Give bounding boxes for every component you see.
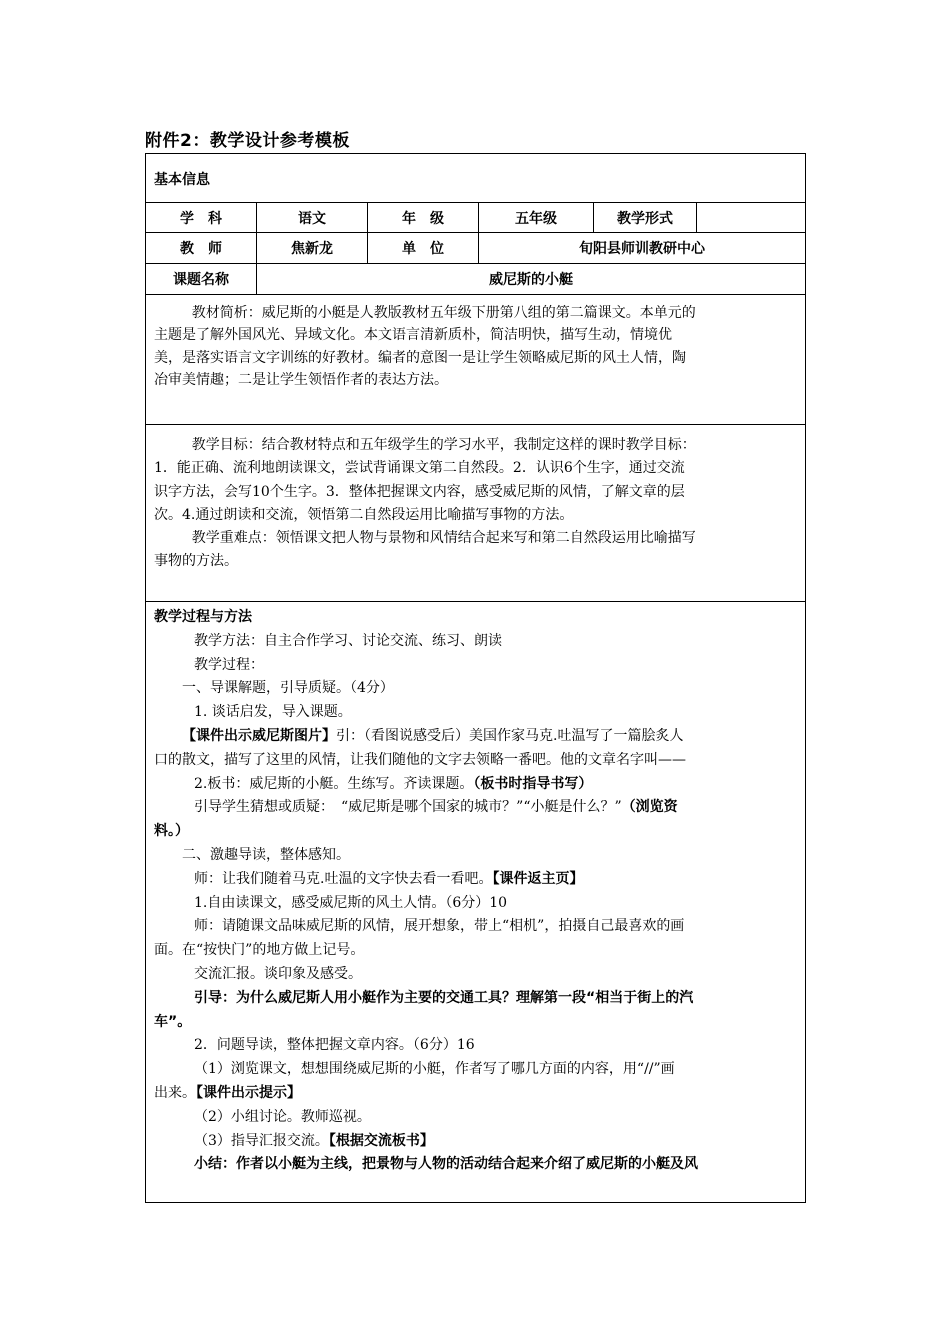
lesson-plan-table <box>145 153 806 1203</box>
teacher-row <box>145 232 806 264</box>
basic-info-heading: 基本信息 <box>154 172 210 188</box>
goals-line: 次。4.通过朗读和交流，领悟第二自然段运用比喻描写事物的方法。 <box>154 506 574 523</box>
lesson-label: 课题名称 <box>146 264 257 294</box>
intro-line: 主题是了解外国风光、异域文化。本文语言清新质朴，简洁明快，描写生动，情境优 <box>154 327 672 344</box>
process-line: 小结：作者以小艇为主线，把景物与人物的活动结合起来介绍了威尼斯的小艇及风 <box>194 1156 698 1173</box>
process-line: 教学过程： <box>194 656 264 673</box>
process-line: 师：让我们随着马克.吐温的文字快去看一看吧。【课件返主页】 <box>194 870 584 887</box>
grade-label: 年 级 <box>368 203 479 232</box>
goals-line: 事物的方法。 <box>154 553 238 570</box>
process-line: 引导：为什么威尼斯人用小艇作为主要的交通工具？理解第一段“相当于街上的汽 <box>194 989 694 1006</box>
process-line: （2）小组讨论。教师巡视。 <box>194 1108 371 1125</box>
subject-row <box>145 202 806 233</box>
process-line: 交流汇报。谈印象及感受。 <box>194 965 362 982</box>
courseware-note: 【课件返主页】 <box>492 870 584 887</box>
intro-line: 冶审美情趣；二是让学生领悟作者的表达方法。 <box>154 371 448 388</box>
unit-value: 旬阳县师训教研中心 <box>579 241 705 257</box>
process-line: 料。） <box>154 823 189 840</box>
process-line: 引导学生猜想或质疑： “威尼斯是哪个国家的城市？”“小艇是什么？”（浏览资 <box>194 799 678 816</box>
goals-line: 识字方法，会写10个生字。3．整体把握课文内容，感受威尼斯的风情，了解文章的层 <box>154 483 685 500</box>
subject-value: 语文 <box>257 203 368 232</box>
goals-line: 教学目标：结合教材特点和五年级学生的学习水平，我制定这样的课时教学目标： <box>191 437 696 453</box>
basic-info-row <box>145 153 806 203</box>
process-line: 二、激趣导读，整体感知。 <box>182 846 350 863</box>
goals-line: 1．能正确、流利地朗读课文，尝试背诵课文第二自然段。2．认识6个生字，通过交流 <box>154 460 685 477</box>
process-heading: 教学过程与方法 <box>154 609 252 625</box>
board-note: （板书时指导书写） <box>473 775 593 792</box>
process-line: 教学方法：自主合作学习、讨论交流、练习、朗读 <box>194 632 502 649</box>
teaching-process-section <box>145 601 806 1203</box>
courseware-note: 【课件出示提示】 <box>196 1084 301 1101</box>
form-value <box>697 203 805 232</box>
process-line: 2.板书：威尼斯的小艇。生练写。齐读课题。（板书时指导书写） <box>194 775 593 792</box>
process-line: 一、导课解题，引导质疑。（4分） <box>182 680 394 697</box>
teacher-label: 教 师 <box>146 233 257 263</box>
teacher-value: 焦新龙 <box>257 233 368 263</box>
document-title: 附件2：教学设计参考模板 <box>145 131 350 151</box>
intro-line: 教材简析：威尼斯的小艇是人教版教材五年级下册第八组的第二篇课文。本单元的 <box>191 305 696 321</box>
process-line: 1.自由读课文，感受威尼斯的风土人情。（6分）10 <box>194 894 508 911</box>
process-line: 1. 谈话启发，导入课题。 <box>194 704 352 721</box>
process-line: （1）浏览课文，想想围绕威尼斯的小艇，作者写了哪几方面的内容，用“//”画 <box>194 1061 675 1078</box>
grade-value: 五年级 <box>479 203 594 232</box>
textbook-analysis-section <box>145 294 806 425</box>
process-line: （3）指导汇报交流。【根据交流板书】 <box>194 1132 434 1149</box>
form-label: 教学形式 <box>594 203 697 232</box>
lesson-value: 威尼斯的小艇 <box>489 272 573 288</box>
process-line: 面。在“按快门”的地方做上记号。 <box>154 942 365 959</box>
process-line: 【课件出示威尼斯图片】引：（看图说感受后）美国作家马克.吐温写了一篇脍炙人 <box>182 727 684 744</box>
process-line: 出来。【课件出示提示】 <box>154 1084 301 1101</box>
subject-label: 学 科 <box>146 203 257 232</box>
intro-line: 美，是落实语言文字训练的好教材。编者的意图一是让学生领略威尼斯的风土人情，陶 <box>154 349 686 366</box>
unit-label: 单 位 <box>368 233 479 263</box>
board-note: 【根据交流板书】 <box>328 1132 434 1149</box>
courseware-note: 【课件出示威尼斯图片】 <box>182 727 336 744</box>
process-line: 2．问题导读，整体把握文章内容。（6分）16 <box>194 1037 475 1054</box>
process-line: 车”。 <box>154 1013 192 1030</box>
goals-line: 教学重难点：领悟课文把人物与景物和风情结合起来写和第二自然段运用比喻描写 <box>191 530 696 547</box>
lesson-row <box>145 263 806 295</box>
process-line: 口的散文，描写了这里的风情，让我们随他的文字去领略一番吧。他的文章名字叫—— <box>154 751 686 768</box>
teaching-goals-section <box>145 424 806 602</box>
process-line: 师：请随课文品味威尼斯的风情，展开想象，带上“相机”，拍摄自己最喜欢的画 <box>194 918 685 935</box>
